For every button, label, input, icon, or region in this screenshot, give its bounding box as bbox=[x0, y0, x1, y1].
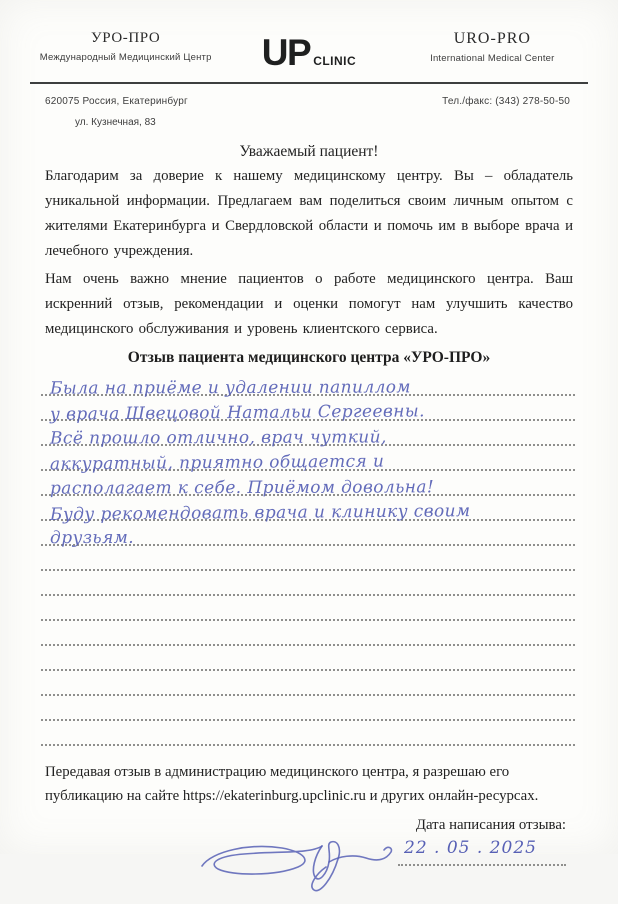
empty-dotted-line bbox=[41, 721, 575, 746]
intro-paragraph-2: Нам очень важно мнение пациентов о работе медицинского центра. Ваш искренний отзыв, рекомендации и оценки помогут нам улучшить качество медицинского обслуживания и уровень клиентского сервиса. bbox=[45, 271, 573, 337]
contact-row bbox=[0, 84, 618, 107]
review-line bbox=[41, 396, 575, 425]
signature-area bbox=[0, 834, 618, 904]
phone-fax: Тел./факс: (343) 278-50-50 bbox=[442, 96, 570, 107]
review-line bbox=[41, 446, 575, 475]
review-line bbox=[41, 471, 575, 499]
empty-dotted-line bbox=[41, 546, 575, 571]
address-line1: 620075 Россия, Екатеринбург bbox=[45, 96, 188, 107]
handwritten-review-text: располагает к себе. Приёмом довольна! bbox=[49, 477, 435, 499]
clinic-logo bbox=[217, 30, 400, 74]
letterhead bbox=[0, 0, 618, 74]
org-block-ru bbox=[34, 30, 217, 63]
handwritten-signature bbox=[198, 836, 404, 898]
handwritten-date: 22 . 05 . 2025 bbox=[404, 838, 537, 858]
empty-dotted-line bbox=[41, 571, 575, 596]
handwritten-review-text: друзьям. bbox=[49, 527, 135, 549]
date-dotted-line bbox=[398, 864, 566, 866]
empty-dotted-line bbox=[41, 646, 575, 671]
empty-dotted-line bbox=[41, 596, 575, 621]
handwritten-review-text: Всё прошло отлично, врач чуткий, bbox=[49, 427, 387, 449]
logo-clinic-text: CLINIC bbox=[313, 54, 357, 68]
handwritten-review-text: аккуратный, приятно общается и bbox=[49, 451, 385, 475]
empty-dotted-line bbox=[41, 621, 575, 646]
empty-dotted-line bbox=[41, 696, 575, 721]
handwritten-review-text: у врача Швецовой Натальи Сергеевны. bbox=[49, 401, 425, 425]
review-section-title: Отзыв пациента медицинского центра «УРО-ПРО» bbox=[127, 349, 491, 366]
salutation: Уважаемый пациент! bbox=[239, 143, 379, 160]
intro-paragraph-1: Благодарим за доверие к нашему медицинскому центру. Вы – обладатель уникальной информации. Предлагаем вам поделиться своим личным опытом с жителями Екатеринбурга и Свердловской области и помочь им в выборе врача и лечебного учреждения. bbox=[45, 168, 573, 259]
logo-up-text: UP bbox=[261, 32, 311, 73]
review-line bbox=[41, 371, 575, 399]
org-block-en bbox=[401, 30, 584, 64]
org-name-ru: УРО-ПРО bbox=[90, 30, 161, 46]
review-line bbox=[41, 521, 575, 549]
review-line bbox=[41, 496, 575, 525]
handwritten-review-text: Была на приёме и удалении папиллом bbox=[49, 377, 411, 399]
address-line2: ул. Кузнечная, 83 bbox=[75, 117, 156, 128]
consent-paragraph: Передавая отзыв в администрацию медицинского центра, я разрешаю его публикацию на сайте https://ekaterinburg.upclinic.ru и других онлайн-ресурсах. bbox=[45, 764, 539, 804]
org-subtitle-ru: Международный Медицинский Центр bbox=[39, 52, 212, 63]
org-subtitle-en: International Medical Center bbox=[430, 53, 555, 64]
review-lines-area bbox=[41, 371, 575, 746]
empty-dotted-line bbox=[41, 671, 575, 696]
org-name-en: URO-PRO bbox=[453, 30, 531, 47]
handwritten-review-text: Буду рекомендовать врача и клинику своим bbox=[49, 501, 471, 525]
date-label: Дата написания отзыва: bbox=[415, 817, 566, 833]
review-line bbox=[41, 421, 575, 449]
